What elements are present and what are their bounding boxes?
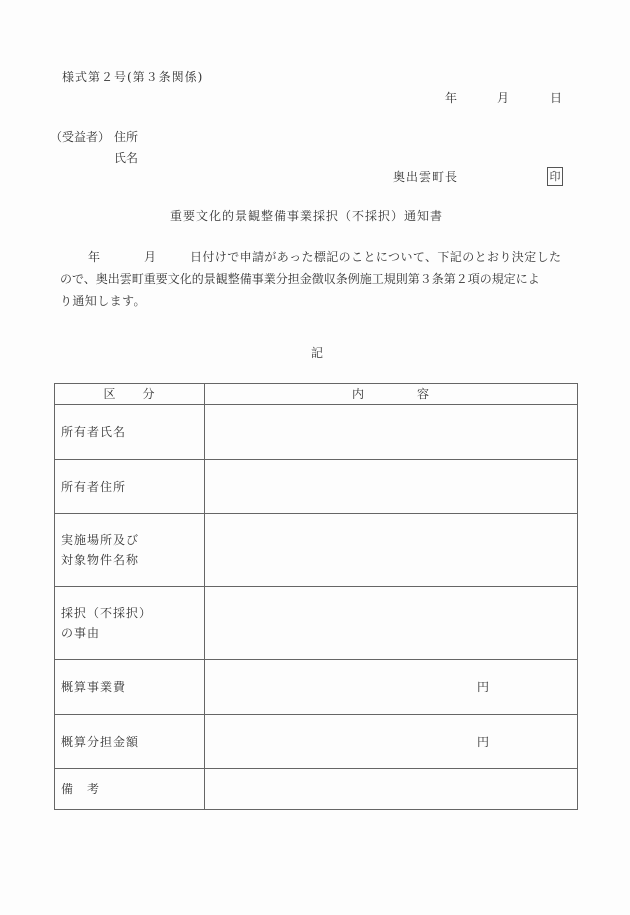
table-row (55, 587, 578, 660)
row-label-share-amount: 概算分担金額 (55, 715, 205, 769)
recipient-label: （受益者） (50, 130, 111, 144)
recipient-name-label: 氏名 (114, 151, 139, 165)
seal-stamp: 印 (547, 167, 563, 186)
body-line-3: り通知します。 (60, 294, 146, 308)
body-line1-rest: 日付けで申請があった標記のことについて、下記のとおり決定した (190, 250, 562, 264)
row-label-reason-line1: 採択（不採択） (61, 606, 153, 620)
table-row (55, 460, 578, 514)
details-table (54, 383, 578, 810)
ki-heading: 記 (311, 346, 324, 360)
row-label-owner-address: 所有者住所 (55, 460, 205, 514)
body-line-1 (60, 248, 580, 266)
table-row (55, 715, 578, 769)
row-value-share-amount[interactable] (205, 715, 578, 769)
row-label-reason (55, 587, 205, 660)
body-year: 年 (88, 250, 101, 264)
row-value-project-cost[interactable] (205, 660, 578, 715)
row-label-location (55, 514, 205, 587)
yen-unit: 円 (476, 734, 490, 749)
table-row (55, 660, 578, 715)
row-value-owner-name[interactable] (205, 405, 578, 460)
row-label-project-cost: 概算事業費 (55, 660, 205, 715)
document-title: 重要文化的景観整備事業採択（不採択）通知書 (170, 209, 444, 223)
date-year: 年 (445, 91, 458, 105)
table-row (55, 405, 578, 460)
date-month: 月 (497, 91, 510, 105)
header-content: 内 容 (205, 384, 578, 405)
yen-unit: 円 (476, 680, 490, 694)
body-month: 月 (144, 250, 157, 264)
table-header-row (55, 384, 578, 405)
table-row (55, 769, 578, 810)
row-label-location-line2: 対象物件名称 (61, 553, 140, 567)
row-label-remarks: 備 考 (55, 769, 205, 810)
body-line-2: ので、奥出雲町重要文化的景観整備事業分担金徴収条例施工規則第３条第２項の規定によ (60, 272, 540, 286)
issuer-title: 奥出雲町長 (393, 170, 459, 184)
table-row (55, 514, 578, 587)
recipient-address-label: 住所 (114, 130, 139, 144)
row-value-owner-address[interactable] (205, 460, 578, 514)
row-label-owner-name: 所有者氏名 (55, 405, 205, 460)
row-value-remarks[interactable] (205, 769, 578, 810)
row-value-reason[interactable] (205, 587, 578, 660)
form-number: 様式第２号(第３条関係) (62, 70, 204, 84)
header-category: 区 分 (55, 384, 205, 405)
date-day: 日 (550, 91, 563, 105)
row-label-location-line1: 実施場所及び (61, 533, 140, 547)
row-value-location[interactable] (205, 514, 578, 587)
row-label-reason-line2: の事由 (61, 626, 101, 640)
